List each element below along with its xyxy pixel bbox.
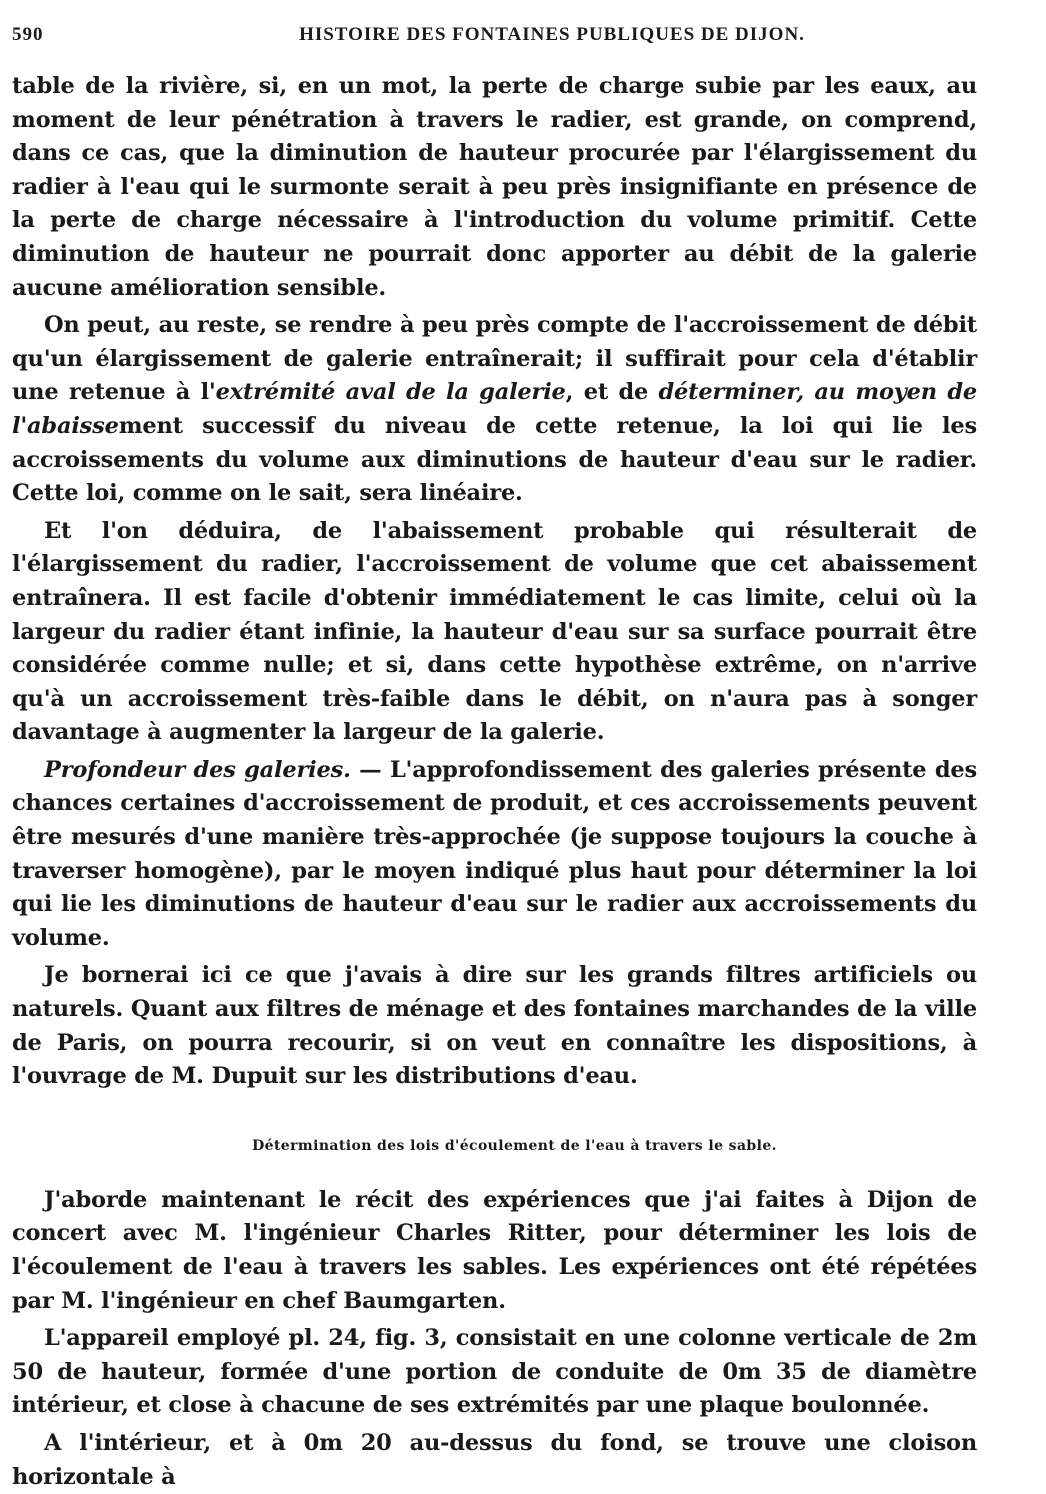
section-paragraph-1: J'aborde maintenant le récit des expériences que j'ai faites à Dijon de concert avec M. l'ingénieur Charles Ritter, pour déterminer les lois de l'écoulement de l'eau à travers les sables. Les expériences ont été répétées par M. l'ingénieur en chef Baumgarten. <box>12 1186 977 1314</box>
section-paragraph-2: L'appareil employé pl. 24, fig. 3, consistait en une colonne verticale de 2m 50 de hauteur, formée d'une portion de conduite de 0m 35 de diamètre intérieur, et close à chacune de ses extrémités par une plaque boulonnée. <box>12 1325 977 1419</box>
paragraph-2-text-middle: , et de <box>565 379 659 406</box>
paragraph-2-text-before: On peut, au reste, se rendre à peu près compte de l'accroissement de débit qu'un élargissement de galerie entraînerait; il suffirait pour cela d'établir une retenue à l' <box>12 312 977 406</box>
running-title: HISTOIRE DES FONTAINES PUBLIQUES DE DIJON. <box>299 24 805 45</box>
page-header <box>12 24 1032 54</box>
paragraph-1: table de la rivière, si, en un mot, la perte de charge subie par les eaux, au moment de leur pénétration à travers le radier, est grande, on comprend, dans ce cas, que la diminution de hauteur procurée par l'élargissement du radier à l'eau qui le surmonte serait à peu près insignifiante en présence de la perte de charge nécessaire à l'introduction du volume primitif. Cette diminution de hauteur ne pourrait donc apporter au débit de la galerie aucune amélioration sensible. <box>12 73 977 301</box>
paragraph-4-text: — L'approfondissement des galeries présente des chances certaines d'accroissement de produit, et ces accroissements peuvent être mesurés d'une manière très-approchée (je suppose toujours la couche à traverser homogène), par le moyen indiqué plus haut pour déterminer la loi qui lie les diminutions de hauteur d'eau sur le radier aux accroissements du volume. <box>12 756 977 951</box>
section-paragraph-3: A l'intérieur, et à 0m 20 au-dessus du fond, se trouve une cloison horizontale à <box>12 1429 977 1490</box>
paragraph-5: Je bornerai ici ce que j'avais à dire sur les grands filtres artificiels ou naturels. Quant aux filtres de ménage et des fontaines marchandes de la ville de Paris, on pourra recourir, si on veut en connaître les dispositions, à l'ouvrage de M. Dupuit sur les distributions d'eau. <box>12 962 977 1090</box>
paragraph-2-text-after: ment successif du niveau de cette retenue, la loi qui lie les accroissements du volume aux diminutions de hauteur d'eau sur le radier. Cette loi, comme on le sait, sera linéaire. <box>12 412 977 507</box>
paragraph-2-italic-2: déterminer, au moyen de l'abaisse <box>12 379 977 439</box>
page-number: 590 <box>12 24 44 45</box>
paragraph-2-italic-1: extrémité aval de la galerie <box>215 379 566 406</box>
paragraph-3: Et l'on déduira, de l'abaissement probable qui résulterait de l'élargissement du radier, l'accroissement de volume que cet abaissement entraînera. Il est facile d'obtenir immédiatement le cas limite, celui où la largeur du radier étant infinie, la hauteur d'eau sur sa surface pourrait être considérée comme nulle; et si, dans cette hypothèse extrême, on n'arrive qu'à un accroissement très-faible dans le débit, on n'aura pas à songer davantage à augmenter la largeur de la galerie. <box>12 517 977 746</box>
paragraph-2 <box>12 309 977 511</box>
page-body <box>12 70 977 1494</box>
section-title: Détermination des lois d'écoulement de l'eau à travers le sable. <box>252 1137 777 1154</box>
paragraph-4 <box>12 754 977 956</box>
paragraph-4-italic-lead: Profondeur des galeries. <box>44 756 351 783</box>
